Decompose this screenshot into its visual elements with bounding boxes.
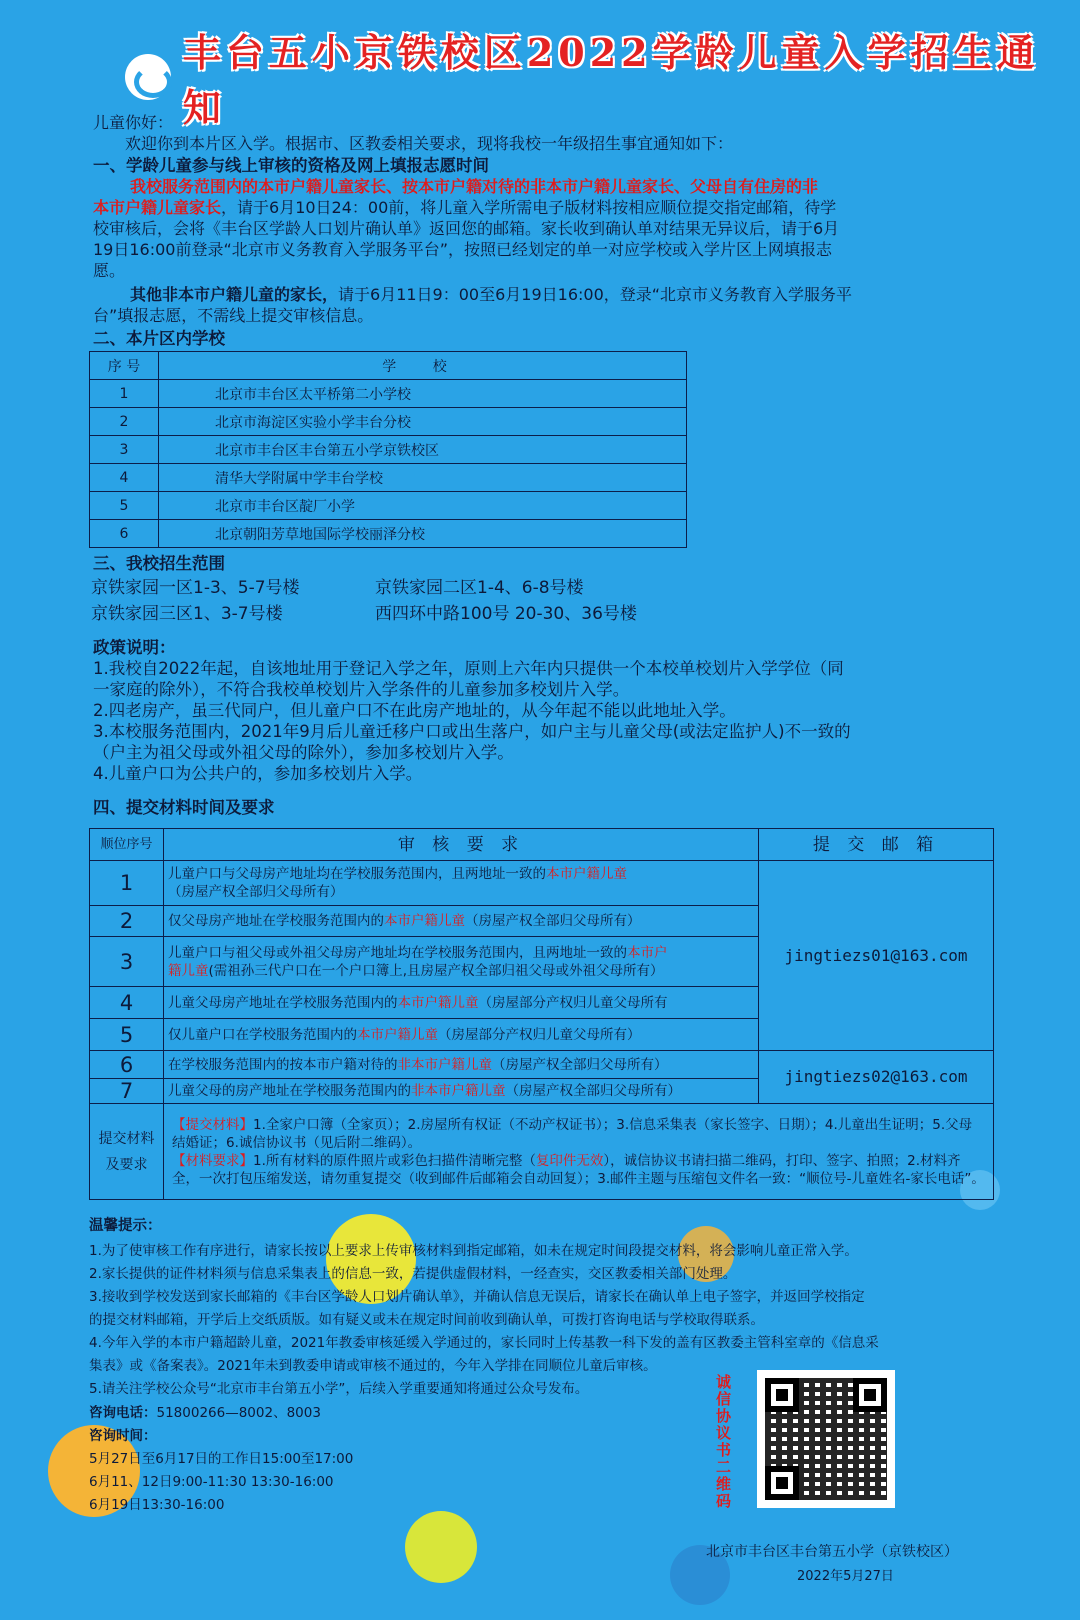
section3-heading: 三、我校招生范围 — [93, 554, 225, 573]
order-no: 7 — [90, 1079, 164, 1104]
tips-heading: 温馨提示： — [89, 1218, 162, 1234]
area-2: 京铁家园二区1-4、6-8号楼 — [375, 578, 584, 598]
school-logo-icon — [125, 54, 171, 100]
materials-cell: 【提交材料】1.全家户口簿（全家页）；2.房屋所有权证（不动产权证书）；3.信息采集表（家长签字、日期）；4.儿童出生证明；5.父母结婚证；6.诚信协议书（见后附二维码）。 【材料要求】1.所有材料的原件照片或彩色扫描件清晰完整（复印件无效），诚信协议书请扫描二维码，打印、签字、拍照；2.材料齐全，一次打包压缩发送，请勿重复提交（收到邮件后邮箱会自动回复）；3.邮件主题与压缩包文件名一致：“顺位号-儿童姓名-家长电话”。 — [164, 1104, 994, 1200]
qr-label: 诚信协议书二维码 — [716, 1373, 732, 1510]
p2-bold: 其他非本市户籍儿童的家长， — [130, 285, 339, 304]
email-2: jingtiezs02@163.com — [759, 1051, 994, 1104]
contact-block — [89, 1402, 353, 1517]
phone-label: 咨询电话： — [89, 1405, 157, 1421]
requirement-cell: 仅儿童户口在学校服务范围内的本市户籍儿童（房屋部分产权归儿童父母所有） — [164, 1019, 759, 1051]
time-line: 6月19日13:30-16:00 — [89, 1497, 225, 1513]
p1-c: 校审核后，会将《丰台区学龄人口划片确认单》返回您的邮箱。家长收到确认单对结果无异议后，请于6月 — [93, 219, 840, 238]
order-no: 2 — [90, 906, 164, 937]
cell-no: 6 — [90, 520, 159, 548]
cell-no: 2 — [90, 408, 159, 436]
decor-circle — [405, 1511, 477, 1583]
requirement-cell: 儿童户口与父母房产地址均在学校服务范围内，且两地址一致的本市户籍儿童 （房屋产权全部归父母所有） — [164, 861, 759, 906]
policy-heading: 政策说明： — [93, 638, 176, 657]
cell-school: 北京朝阳芳草地国际学校丽泽分校 — [159, 520, 687, 548]
intro-line: 欢迎你到本片区入学。根据市、区教委相关要求，现将我校一年级招生事宜通知如下： — [125, 134, 734, 153]
policy-line: 3.本校服务范围内，2021年9月后儿童迁移户口或出生落户，如户主与儿童父母(或法定监护人)不一致的 — [93, 722, 851, 741]
tip-line: 3.接收到学校发送到家长邮箱的《丰台区学龄人口划片确认单》，并确认信息无误后，请家长在确认单上电子签字，并返回学校指定 — [89, 1289, 865, 1305]
table-header-row — [90, 352, 687, 380]
cell-school: 北京市丰台区靛厂小学 — [159, 492, 687, 520]
table-row — [90, 408, 687, 436]
table-row — [90, 1104, 994, 1200]
col-email: 提 交 邮 箱 — [759, 829, 994, 861]
email-1: jingtiezs01@163.com — [759, 861, 994, 1051]
table-row — [90, 861, 994, 906]
cell-school: 北京市丰台区太平桥第二小学校 — [159, 380, 687, 408]
area-4: 西四环中路100号 20-30、36号楼 — [375, 604, 637, 624]
col-school: 学 校 — [159, 352, 687, 380]
cell-no: 4 — [90, 464, 159, 492]
requirement-cell: 仅父母房产地址在学校服务范围内的本市户籍儿童（房屋产权全部归父母所有） — [164, 906, 759, 937]
requirement-cell: 儿童父母的房产地址在学校服务范围内的非本市户籍儿童（房屋产权全部归父母所有） — [164, 1079, 759, 1104]
greeting: 儿童你好： — [93, 113, 174, 132]
cell-school: 北京市海淀区实验小学丰台分校 — [159, 408, 687, 436]
table-row — [90, 492, 687, 520]
tip-line: 2.家长提供的证件材料须与信息采集表上的信息一致，若提供虚假材料，一经查实，交区教委相关部门处理。 — [89, 1266, 737, 1282]
requirement-cell: 儿童户口与祖父母或外祖父母房产地址均在学校服务范围内，且两地址一致的本市户 籍儿童(需祖孙三代户口在一个户口簿上,且房屋产权全部归祖父母或外祖父母所有） — [164, 937, 759, 987]
page-title: 丰台五小京铁校区2022学龄儿童入学招生通知 — [182, 30, 1040, 130]
policy-line: （户主为祖父母或外祖父母的除外），参加多校划片入学。 — [93, 743, 514, 762]
p1-rest-b: ，请于6月10日24：00前，将儿童入学所需电子版材料按相应顺位提交指定邮箱，待学 — [221, 198, 837, 217]
policy-line: 一家庭的除外），不符合我校单校划片入学条件的儿童参加多校划片入学。 — [93, 680, 630, 699]
policy-list — [93, 658, 851, 784]
area-3: 京铁家园三区1、3-7号楼 — [91, 604, 283, 624]
materials-table — [89, 828, 994, 1200]
time-line: 5月27日至6月17日的工作日15:00至17:00 — [89, 1451, 354, 1467]
order-no: 1 — [90, 861, 164, 906]
order-no: 5 — [90, 1019, 164, 1051]
table-row — [90, 436, 687, 464]
table-row — [90, 1051, 994, 1079]
tip-line: 集表》或《备案表》。2021年未到教委申请或审核不通过的，今年入学排在同顺位儿童后审核。 — [89, 1358, 657, 1374]
requirement-cell: 在学校服务范围内的按本市户籍对待的非本市户籍儿童（房屋产权全部归父母所有） — [164, 1051, 759, 1079]
col-requirement: 审 核 要 求 — [164, 829, 759, 861]
area-1: 京铁家园一区1-3、5-7号楼 — [91, 578, 300, 598]
school-table — [89, 351, 687, 548]
section4-heading: 四、提交材料时间及要求 — [93, 798, 275, 817]
table-row — [90, 380, 687, 408]
footer-date: 2022年5月27日 — [797, 1569, 894, 1584]
qr-code-icon[interactable] — [757, 1370, 895, 1508]
p1-d: 19日16:00前登录“北京市义务教育入学服务平台”，按照已经划定的单一对应学校或入学片区上网填报志 — [93, 240, 833, 259]
order-no: 4 — [90, 987, 164, 1019]
qr-finder — [765, 1378, 799, 1412]
cell-no: 1 — [90, 380, 159, 408]
p2-a: 请于6月11日9：00至6月19日16:00，登录“北京市义务教育入学服务平 — [338, 285, 853, 304]
p1-red-b: 本市户籍儿童家长 — [93, 198, 222, 217]
tip-line: 4.今年入学的本市户籍超龄儿童，2021年教委审核延缓入学通过的，家长同时上传基教一科下发的盖有区教委主管科室章的《信息采 — [89, 1335, 879, 1351]
section1-paragraph2 — [93, 284, 1003, 326]
table-row — [90, 520, 687, 548]
col-no: 序 号 — [90, 352, 159, 380]
section1-heading: 一、学龄儿童参与线上审核的资格及网上填报志愿时间 — [93, 156, 489, 175]
col-order: 顺位序号 — [90, 829, 164, 861]
cell-school: 北京市丰台区丰台第五小学京铁校区 — [159, 436, 687, 464]
tip-line: 的提交材料邮箱，开学后上交纸质版。如有疑义或未在规定时间前收到确认单，可拨打咨询电话与学校取得联系。 — [89, 1312, 764, 1328]
p2-b: 台”填报志愿，不需线上提交审核信息。 — [93, 306, 374, 325]
time-label: 咨询时间： — [89, 1428, 157, 1444]
qr-finder — [853, 1378, 887, 1412]
cell-no: 5 — [90, 492, 159, 520]
materials-label: 提交材料 及要求 — [90, 1104, 164, 1200]
cell-no: 3 — [90, 436, 159, 464]
table-row — [90, 464, 687, 492]
time-line: 6月11、12日9:00-11:30 13:30-16:00 — [89, 1474, 334, 1490]
tip-line: 5.请关注学校公众号“北京市丰台第五小学”，后续入学重要通知将通过公众号发布。 — [89, 1381, 589, 1397]
cell-school: 清华大学附属中学丰台学校 — [159, 464, 687, 492]
policy-line: 2.四老房产，虽三代同户，但儿童户口不在此房产地址的，从今年起不能以此地址入学。 — [93, 701, 736, 720]
table-header-row — [90, 829, 994, 861]
qr-finder — [765, 1466, 799, 1500]
policy-line: 1.我校自2022年起，自该地址用于登记入学之年，原则上六年内只提供一个本校单校划片入学学位（同 — [93, 659, 844, 678]
requirement-cell: 儿童父母房产地址在学校服务范围内的本市户籍儿童（房屋部分产权归儿童父母所有 — [164, 987, 759, 1019]
footer-org: 北京市丰台区丰台第五小学（京铁校区） — [706, 1544, 958, 1560]
phone-number: 51800266—8002、8003 — [156, 1405, 321, 1421]
p1-red-a: 我校服务范围内的本市户籍儿童家长、按本市户籍对待的非本市户籍儿童家长、父母自有住房的非 — [130, 177, 819, 196]
section2-heading: 二、本片区内学校 — [93, 329, 225, 348]
order-no: 3 — [90, 937, 164, 987]
tip-line: 1.为了使审核工作有序进行，请家长按以上要求上传审核材料到指定邮箱，如未在规定时间段提交材料，将会影响儿童正常入学。 — [89, 1243, 858, 1259]
section1-paragraph1 — [93, 176, 1003, 281]
order-no: 6 — [90, 1051, 164, 1079]
p1-e: 愿。 — [93, 261, 126, 280]
policy-line: 4.儿童户口为公共户的，参加多校划片入学。 — [93, 764, 423, 783]
